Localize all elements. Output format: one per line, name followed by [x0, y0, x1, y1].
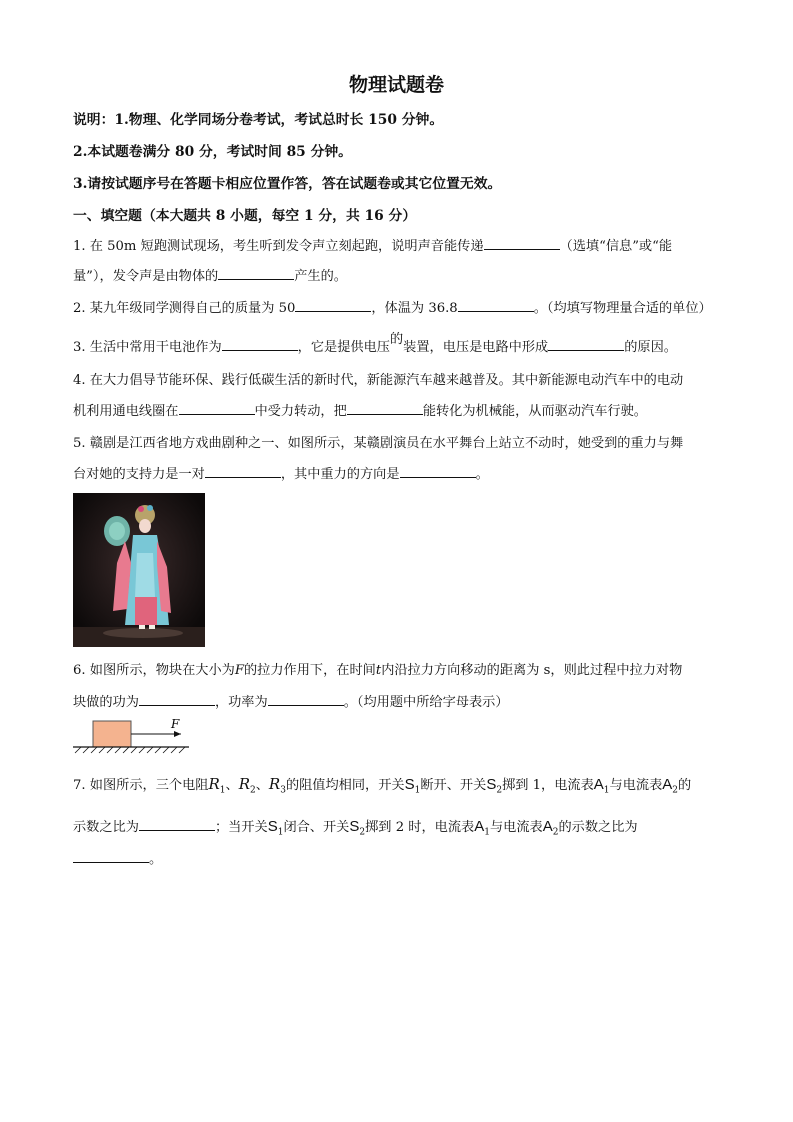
question-2: 2. 某九年级同学测得自己的质量为 50 ，体温为 36.8 。（均填写物理量合适的单位）: [73, 297, 712, 319]
answer-blank[interactable]: [205, 463, 281, 478]
answer-blank[interactable]: [139, 816, 215, 831]
question-1-line-1: 1. 在 50m 短跑测试现场，考生听到发令声立刻起跑，说明声音能传递 （选填“信息”或“能: [73, 235, 672, 257]
question-7-line-3: 。: [73, 848, 162, 870]
block-shape: [93, 721, 131, 747]
question-5-line-2: 台对她的支持力是一对 ，其中重力的方向是 。: [73, 463, 489, 485]
answer-blank[interactable]: [548, 336, 624, 351]
question-4-line-2: 机利用通电线圈在 中受力转动，把 能转化为机械能，从而驱动汽车行驶。: [73, 400, 647, 422]
answer-blank[interactable]: [484, 235, 560, 250]
answer-blank[interactable]: [139, 691, 215, 706]
instruction-3: 3.请按试题序号在答题卡相应位置作答，答在试题卷或其它位置无效。: [73, 176, 502, 192]
instruction-1: 说明：1.物理、化学同场分卷考试，考试总时长 150 分钟。: [73, 112, 444, 128]
question-4-line-1: 4. 在大力倡导节能环保、践行低碳生活的新时代，新能源汽车越来越普及。其中新能源电动汽车中的电动: [73, 373, 684, 388]
force-label: F: [171, 717, 180, 731]
answer-blank[interactable]: [400, 463, 476, 478]
answer-blank[interactable]: [218, 265, 294, 280]
instruction-2: 2.本试题卷满分 80 分，考试时间 85 分钟。: [73, 144, 352, 160]
question-5-line-1: 5. 赣剧是江西省地方戏曲剧种之一、如图所示，某赣剧演员在水平舞台上站立不动时，她受到的重力与舞: [73, 436, 684, 451]
question-1-line-2: 量”），发令声是由物体的 产生的。: [73, 265, 347, 287]
block-force-diagram: [73, 716, 193, 760]
answer-blank[interactable]: [268, 691, 344, 706]
page-title: 物理试题卷: [348, 74, 444, 96]
answer-blank[interactable]: [222, 336, 298, 351]
question-7-line-1: 7. 如图所示，三个电阻$R_1$、$R_2$、$R_3$的阻值均相同，开关$S_1$断开、开关$S_2$掷到 1，电流表$A_1$与电流表$A_2$的: [73, 775, 692, 796]
question-3: 3. 生活中常用干电池作为 ，它是提供电压的装置，电压是电路中形成 的原因。: [73, 332, 677, 355]
answer-blank[interactable]: [295, 297, 371, 312]
opera-performer-illustration: [73, 493, 205, 647]
question-6-line-1: 6. 如图所示，物块在大小为F的拉力作用下，在时间t内沿拉力方向移动的距离为 s，则此过程中拉力对物: [73, 663, 683, 678]
answer-blank[interactable]: [179, 400, 255, 415]
answer-blank[interactable]: [458, 297, 534, 312]
question-6-line-2: 块做的功为 ，功率为 。（均用题中所给字母表示）: [73, 691, 509, 713]
section-heading: 一、填空题（本大题共 8 小题，每空 1 分，共 16 分）: [73, 208, 417, 224]
opera-performer-photo: [73, 493, 205, 647]
answer-blank[interactable]: [347, 400, 423, 415]
answer-blank[interactable]: [73, 848, 149, 863]
question-7-line-2: 示数之比为 ；当开关$S_1$闭合、开关$S_2$掷到 2 时，电流表$A_1$与电流表$A_2$的示数之比为: [73, 818, 638, 838]
block-force-svg: [73, 716, 193, 756]
